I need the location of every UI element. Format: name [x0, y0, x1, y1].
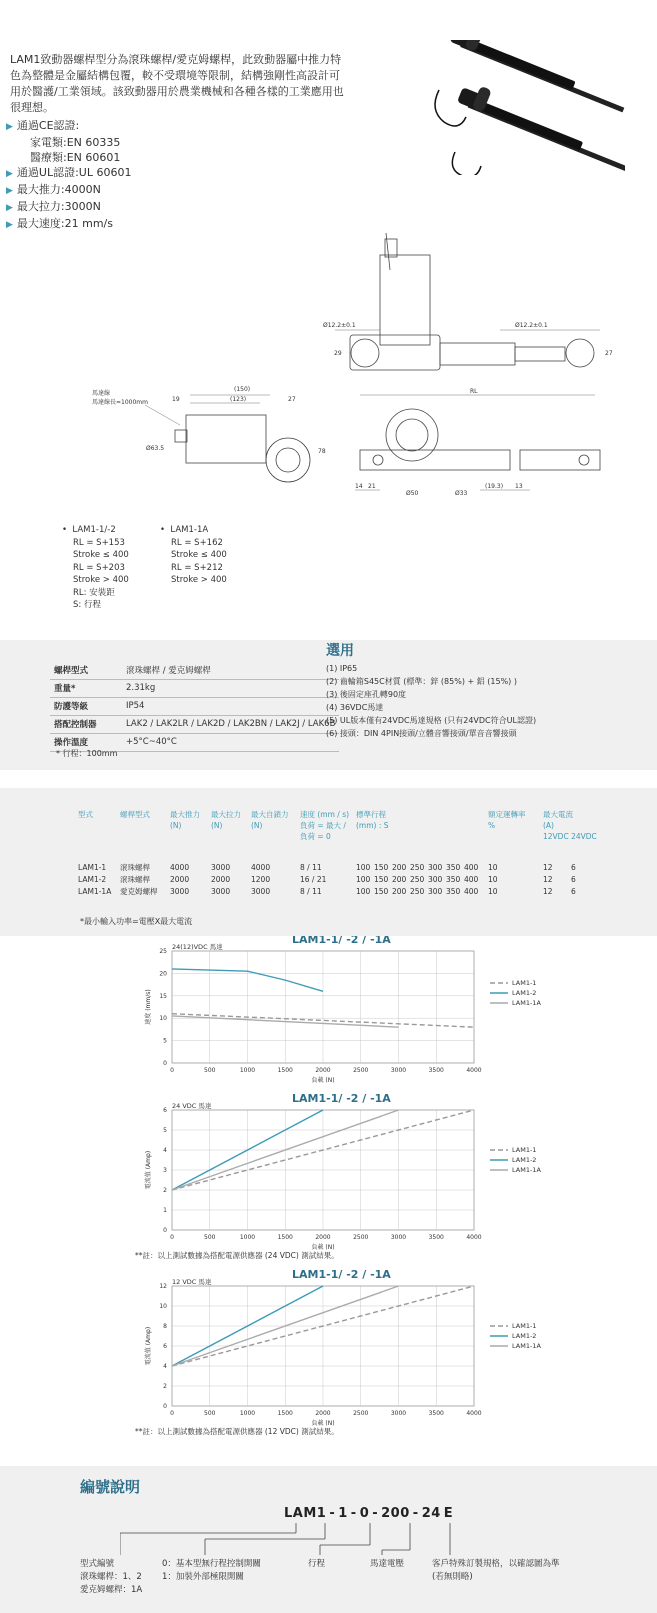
- model-note: *最小輸入功率=電壓X最大電流: [80, 917, 193, 926]
- code-part: -: [372, 1506, 379, 1521]
- model-stroke: 100: [356, 875, 371, 884]
- model-stroke: 250: [410, 887, 425, 896]
- chart-subtitle: 24 VDC 馬達: [172, 1102, 212, 1110]
- feature-text: 最大速度:21 mm/s: [16, 217, 113, 230]
- y-tick-label: 4: [163, 1147, 167, 1154]
- model-cell: 4000: [170, 863, 190, 872]
- y-tick-label: 2: [163, 1187, 167, 1194]
- model-section: [0, 788, 657, 936]
- variant-b: [160, 524, 227, 587]
- x-tick-label: 3000: [390, 1234, 407, 1241]
- feature-item: [6, 182, 336, 199]
- spec-value: +5°C~40°C: [122, 734, 339, 752]
- feature-sub: 醫療類:EN 60601: [30, 151, 121, 164]
- variant-line: Stroke > 400: [171, 575, 227, 585]
- x-tick-label: 2500: [353, 1067, 369, 1074]
- model-cell: 8 / 11: [300, 887, 322, 896]
- model-stroke: 350: [446, 863, 461, 872]
- variant-line: RL = S+162: [171, 537, 223, 548]
- variant-line: Stroke > 400: [73, 575, 129, 585]
- option-item: (4) 36VDC馬達: [326, 703, 384, 712]
- model-stroke: 200: [392, 875, 407, 884]
- triangle-bullet-icon: ▶: [6, 203, 13, 213]
- spec-value: LAK2 / LAK2LR / LAK2D / LAK2BN / LAK2J / LAK6B: [122, 716, 339, 734]
- spec-value: 滾珠螺桿 / 愛克姆螺桿: [122, 662, 339, 680]
- code-custom-text: 客戶特殊訂製規格，以確認圖為準: [432, 1559, 560, 1569]
- model-cell: 6: [571, 863, 576, 872]
- spec-key: 重量*: [50, 680, 122, 698]
- model-cell: LAM1-1: [78, 863, 107, 872]
- spec-table: [50, 662, 339, 752]
- chart-note: **註：以上測試數據為搭配電源供應器 (24 VDC) 測試結果。: [135, 1251, 339, 1260]
- options-title: 選用: [326, 643, 354, 659]
- x-tick-label: 1000: [239, 1234, 256, 1241]
- model-stroke: 100: [356, 863, 371, 872]
- y-tick-label: 3: [163, 1167, 167, 1174]
- intro-paragraph: LAM1致動器螺桿型分為滾珠螺桿/愛克姆螺桿，此致動器屬中推力特色為整體是金屬結構包覆，較不受環境等限制，結構強剛性高設計可用於醫護/工業領域。該致動器用於農業機械和各種各樣的工業應用也很理想。: [10, 53, 344, 114]
- model-header: 螺桿型式: [120, 810, 150, 819]
- x-tick-label: 2000: [315, 1067, 331, 1074]
- feature-text: 最大拉力:3000N: [16, 200, 101, 213]
- model-cell: 6: [571, 887, 576, 896]
- code-part: -: [329, 1506, 336, 1521]
- dim-12a: Ø12.2±0.1: [323, 322, 356, 329]
- model-stroke: 300: [428, 875, 443, 884]
- dim-78: 78: [318, 448, 326, 455]
- model-header: 型式: [78, 810, 93, 819]
- x-tick-label: 2500: [353, 1410, 369, 1417]
- y-tick-label: 8: [163, 1323, 167, 1330]
- x-tick-label: 1000: [239, 1410, 256, 1417]
- dim-50: Ø50: [406, 490, 419, 497]
- model-stroke: 100: [356, 887, 371, 896]
- code-stroke: 行程: [308, 1559, 326, 1569]
- triangle-bullet-icon: ▶: [6, 186, 13, 196]
- variant-line: RL = S+212: [171, 562, 223, 573]
- y-axis-label: 速度 (mm/s): [145, 989, 152, 1025]
- variant-a: [62, 524, 129, 612]
- option-item: (2) 齒輪箱S45C材質 (標準：鋅 (85%) + 鋁 (15%) ): [326, 677, 517, 686]
- triangle-bullet-icon: ▶: [6, 220, 13, 230]
- x-tick-label: 4000: [466, 1067, 482, 1074]
- code-ball: 滾珠螺桿：1、2: [80, 1572, 142, 1582]
- chart-note: **註：以上測試數據為搭配電源供應器 (12 VDC) 測試結果。: [135, 1427, 339, 1436]
- variant-line: Stroke ≤ 400: [171, 550, 227, 560]
- model-cell: 12: [543, 863, 553, 872]
- chart-subtitle: 12 VDC 馬達: [172, 1278, 212, 1286]
- cable-label: 馬達線: [92, 390, 111, 397]
- code-part: E: [443, 1506, 454, 1521]
- variant-line: RL: 安裝距: [73, 587, 115, 598]
- model-header: 標準行程(mm) : S: [356, 810, 389, 830]
- dim-27a: 27: [605, 350, 613, 357]
- x-tick-label: 500: [204, 1067, 216, 1074]
- model-cell: 2000: [211, 875, 231, 884]
- code-type-label: 型式編號: [80, 1559, 115, 1569]
- code-acme: 愛克姆螺桿：1A: [80, 1585, 143, 1595]
- code-part: 24: [421, 1506, 441, 1521]
- x-tick-label: 1000: [239, 1067, 256, 1074]
- model-stroke: 200: [392, 863, 407, 872]
- x-tick-label: 0: [170, 1410, 174, 1417]
- spec-key: 操作溫度: [50, 734, 122, 752]
- model-header: 最大自鎖力(N): [251, 810, 289, 830]
- option-item: (5) UL版本僅有24VDC馬達規格 (只有24VDC符合UL認證): [326, 716, 537, 725]
- model-cell: 3000: [251, 887, 271, 896]
- model-header: 最大推力(N): [170, 810, 200, 830]
- code-part: -: [350, 1506, 357, 1521]
- model-cell: 10: [488, 887, 498, 896]
- model-cell: 12: [543, 875, 553, 884]
- code-type: [80, 1558, 142, 1597]
- model-table: [78, 808, 618, 918]
- code-option: [162, 1558, 261, 1584]
- model-cell: 滾珠螺桿: [120, 863, 150, 872]
- spec-value: IP54: [122, 698, 339, 716]
- model-stroke: 400: [464, 863, 479, 872]
- option-item: (6) 接頭：DIN 4PIN接頭/立體音響接頭/單音音響接頭: [326, 729, 517, 738]
- model-stroke: 400: [464, 887, 479, 896]
- spec-section: [0, 640, 657, 770]
- x-tick-label: 500: [204, 1234, 216, 1241]
- x-tick-label: 3000: [390, 1067, 407, 1074]
- variant-line: RL = S+203: [73, 562, 125, 573]
- legend-label: LAM1-1A: [512, 999, 541, 1007]
- x-tick-label: 2000: [315, 1410, 331, 1417]
- code-part: 1: [338, 1506, 348, 1521]
- x-tick-label: 0: [170, 1067, 174, 1074]
- model-header: 最大拉力(N): [211, 810, 241, 830]
- chart-3: [135, 1268, 541, 1436]
- model-cell: 6: [571, 875, 576, 884]
- model-header: 額定運轉率%: [488, 810, 526, 830]
- dim-27b: 27: [288, 396, 296, 403]
- dim-19: 19: [172, 396, 180, 403]
- feature-sub: 家電類:EN 60335: [30, 136, 121, 149]
- code-opt0: 0：基本型無行程控制開關: [162, 1559, 261, 1569]
- model-cell: 愛克姆螺桿: [120, 887, 158, 896]
- code-custom-note: (若無則略): [432, 1572, 473, 1582]
- y-tick-label: 20: [159, 970, 167, 978]
- triangle-bullet-icon: ▶: [6, 122, 13, 132]
- option-item: (1) IP65: [326, 664, 358, 673]
- dim-29: 29: [334, 350, 342, 357]
- model-stroke: 350: [446, 887, 461, 896]
- technical-drawing: [60, 225, 640, 515]
- y-tick-label: 10: [159, 1015, 167, 1023]
- variant-line: Stroke ≤ 400: [73, 550, 129, 560]
- spec-row: [50, 662, 339, 680]
- legend-label: LAM1-1: [512, 979, 537, 987]
- y-tick-label: 1: [163, 1207, 167, 1214]
- dim-13: 13: [515, 483, 523, 490]
- spec-key: 螺桿型式: [50, 662, 122, 680]
- dim-14: 14: [355, 483, 363, 490]
- model-cell: LAM1-2: [78, 875, 107, 884]
- model-cell: 1200: [251, 875, 271, 884]
- x-tick-label: 2000: [315, 1234, 331, 1241]
- dim-rl: RL: [470, 388, 478, 395]
- x-axis-label: 負載 (N): [311, 1420, 335, 1427]
- model-stroke: 150: [374, 863, 389, 872]
- legend-label: LAM1-1A: [512, 1166, 541, 1174]
- x-tick-label: 1500: [277, 1410, 293, 1417]
- model-header: 速度 (mm / s)負荷 = 最大 /負荷 = 0: [300, 810, 350, 841]
- code-voltage: 馬達電壓: [370, 1559, 405, 1569]
- y-tick-label: 6: [163, 1343, 167, 1350]
- feature-text: 通過UL認證:UL 60601: [16, 166, 132, 179]
- y-tick-label: 5: [163, 1127, 167, 1134]
- x-axis-label: 負載 (N): [311, 1077, 335, 1084]
- chart-1: [144, 936, 541, 1084]
- model-cell: 3000: [170, 887, 190, 896]
- coding-title: 編號說明: [80, 1478, 141, 1496]
- dim-21: 21: [368, 483, 376, 490]
- chart-title: LAM1-1/ -2 / -1A: [292, 1268, 391, 1281]
- model-stroke: 250: [410, 875, 425, 884]
- model-cell: 滾珠螺桿: [120, 875, 150, 884]
- dim-33: Ø33: [455, 490, 468, 497]
- model-cell: 12: [543, 887, 553, 896]
- model-cell: 2000: [170, 875, 190, 884]
- legend-label: LAM1-1: [512, 1322, 537, 1330]
- x-tick-label: 1500: [277, 1234, 293, 1241]
- chart-title: LAM1-1/ -2 / -1A: [292, 1092, 391, 1105]
- y-tick-label: 10: [159, 1303, 167, 1310]
- spec-row: [50, 680, 339, 698]
- code-part: 200: [381, 1506, 410, 1521]
- y-tick-label: 5: [163, 1037, 167, 1045]
- x-tick-label: 4000: [466, 1410, 482, 1417]
- model-stroke: 250: [410, 863, 425, 872]
- y-tick-label: 6: [163, 1107, 167, 1114]
- cable-length: 馬達線長=1000mm: [92, 399, 148, 406]
- x-tick-label: 3500: [428, 1234, 444, 1241]
- spec-row: [50, 698, 339, 716]
- coding-section: [0, 1466, 657, 1613]
- y-tick-label: 4: [163, 1363, 167, 1370]
- spec-key: 搭配控制器: [50, 716, 122, 734]
- x-axis-label: 負載 (N): [311, 1244, 335, 1251]
- chart-2: [135, 1092, 541, 1260]
- option-item: (3) 後固定座孔轉90度: [326, 690, 407, 699]
- variant-a-name: • LAM1-1/-2: [62, 525, 116, 535]
- feature-text: 最大推力:4000N: [16, 183, 101, 196]
- feature-item: [6, 199, 336, 216]
- model-cell: 10: [488, 863, 498, 872]
- code-part: LAM1: [284, 1506, 327, 1521]
- x-tick-label: 500: [204, 1410, 216, 1417]
- dim-123: (123): [230, 396, 247, 403]
- model-stroke: 150: [374, 887, 389, 896]
- dim-12b: Ø12.2±0.1: [515, 322, 548, 329]
- spec-row: [50, 716, 339, 734]
- model-stroke: 150: [374, 875, 389, 884]
- intro-section: [10, 52, 345, 118]
- y-tick-label: 0: [163, 1060, 167, 1067]
- model-cell: 10: [488, 875, 498, 884]
- x-tick-label: 4000: [466, 1234, 482, 1241]
- chart-subtitle: 24(12)VDC 馬達: [172, 943, 223, 951]
- code-part: 0: [359, 1506, 370, 1521]
- model-cell: 3000: [211, 863, 231, 872]
- dim-193: (19.3): [485, 483, 504, 490]
- triangle-bullet-icon: ▶: [6, 169, 13, 179]
- x-tick-label: 3500: [428, 1410, 444, 1417]
- model-stroke: 400: [464, 875, 479, 884]
- spec-value: 2.31kg: [122, 680, 339, 698]
- dim-63: Ø63.5: [146, 445, 165, 452]
- x-tick-label: 3000: [390, 1410, 407, 1417]
- model-code: [284, 1506, 456, 1521]
- variant-line: S: 行程: [73, 600, 101, 610]
- spec-key: 防護等級: [50, 698, 122, 716]
- y-tick-label: 0: [163, 1403, 167, 1410]
- legend-label: LAM1-2: [512, 1332, 537, 1340]
- x-tick-label: 1500: [277, 1067, 293, 1074]
- x-tick-label: 3500: [428, 1067, 444, 1074]
- y-tick-label: 0: [163, 1227, 167, 1234]
- model-cell: 16 / 21: [300, 875, 327, 884]
- code-opt1: 1：加裝外部極限開關: [162, 1572, 244, 1582]
- model-stroke: 300: [428, 863, 443, 872]
- y-tick-label: 2: [163, 1383, 167, 1390]
- variant-b-name: • LAM1-1A: [160, 525, 209, 535]
- x-tick-label: 0: [170, 1234, 174, 1241]
- legend-label: LAM1-2: [512, 989, 537, 997]
- code-part: -: [412, 1506, 419, 1521]
- product-overview: [0, 0, 657, 640]
- feature-list: [6, 118, 336, 233]
- feature-item: [6, 118, 336, 135]
- options-list: [326, 662, 606, 740]
- variant-line: RL = S+153: [73, 537, 125, 548]
- spec-note: * 行程：100mm: [56, 749, 118, 758]
- feature-text: 通過CE認證:: [16, 119, 80, 132]
- legend-label: LAM1-2: [512, 1156, 537, 1164]
- model-stroke: 300: [428, 887, 443, 896]
- legend-label: LAM1-1: [512, 1146, 537, 1154]
- y-tick-label: 12: [159, 1283, 167, 1290]
- model-cell: LAM1-1A: [78, 887, 112, 896]
- legend-label: LAM1-1A: [512, 1342, 541, 1350]
- product-photo: [425, 40, 625, 175]
- feature-item: [6, 165, 336, 182]
- model-stroke: 200: [392, 887, 407, 896]
- model-cell: 8 / 11: [300, 863, 322, 872]
- model-stroke: 350: [446, 875, 461, 884]
- performance-charts: [0, 936, 657, 1466]
- x-tick-label: 2500: [353, 1234, 369, 1241]
- y-tick-label: 25: [159, 948, 167, 955]
- y-axis-label: 電流值 (Amp): [145, 1326, 152, 1366]
- dim-150: (150): [234, 386, 251, 393]
- model-cell: 4000: [251, 863, 271, 872]
- model-cell: 3000: [211, 887, 231, 896]
- model-header: 最大電流(A) 12VDC 24VDC: [543, 810, 597, 841]
- y-axis-label: 電流值 (Amp): [145, 1150, 152, 1190]
- chart-title: LAM1-1/ -2 / -1A: [292, 936, 391, 946]
- y-tick-label: 15: [159, 992, 167, 1000]
- code-custom: [432, 1558, 632, 1584]
